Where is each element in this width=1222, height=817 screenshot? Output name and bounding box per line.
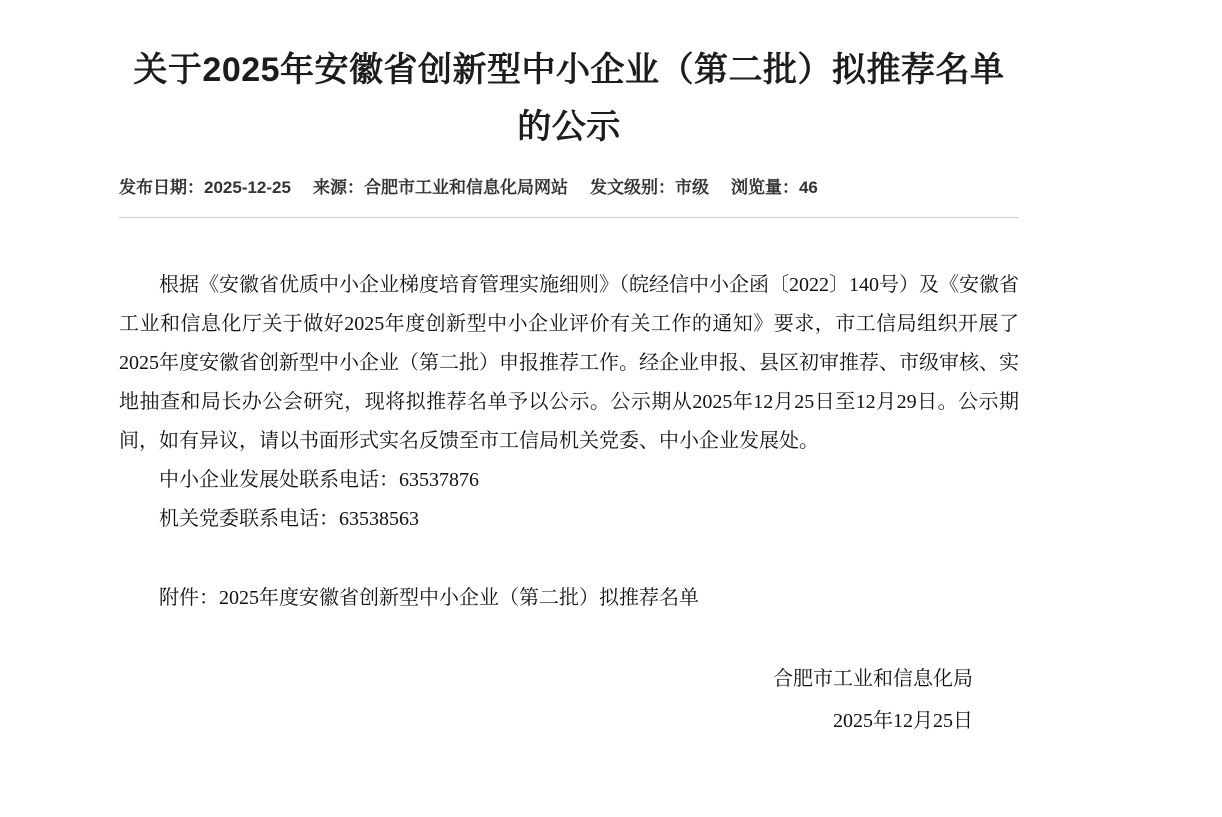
page-title: 关于2025年安徽省创新型中小企业（第二批）拟推荐名单的公示	[133, 51, 1005, 146]
signature-org: 合肥市工业和信息化局	[773, 668, 973, 690]
attachment-line: 附件：2025年度安徽省创新型中小企业（第二批）拟推荐名单	[159, 587, 699, 609]
meta-view-count	[731, 176, 818, 200]
meta-source	[313, 176, 568, 200]
meta-source-value: 合肥市工业和信息化局网站	[363, 178, 568, 197]
meta-view-count-label: 浏览量：	[730, 178, 799, 197]
meta-doc-level	[590, 176, 709, 200]
meta-view-count-value: 46	[798, 178, 818, 197]
meta-doc-level-label: 发文级别：	[589, 178, 675, 197]
signature-block	[119, 658, 1019, 742]
document-container	[119, 42, 1019, 742]
meta-doc-level-value: 市级	[674, 178, 709, 197]
meta-source-label: 来源：	[312, 178, 364, 197]
meta-bar	[119, 176, 1019, 218]
signature-date: 2025年12月25日	[833, 710, 973, 732]
meta-publish-date	[119, 176, 291, 200]
phone-line-party-committee: 机关党委联系电话：63538563	[159, 508, 419, 530]
meta-publish-date-value: 2025-12-25	[204, 178, 291, 197]
body-paragraph: 根据《安徽省优质中小企业梯度培育管理实施细则》（皖经信中小企函〔2022〕140号）及《安徽省工业和信息化厅关于做好2025年度创新型中小企业评价有关工作的通知》要求，市工信局组织开展了2025年度安徽省创新型中小企业（第二批）申报推荐工作。经企业申报、县区初审推荐、市级审核、实地抽查和局长办公会研究，现将拟推荐名单予以公示。公示期从2025年12月25日至12月29日。公示期间，如有异议，请以书面形式实名反馈至市工信局机关党委、中小企业发展处。	[119, 274, 1019, 452]
meta-publish-date-label: 发布日期：	[119, 178, 204, 197]
article-body	[119, 266, 1019, 742]
phone-line-sme-division: 中小企业发展处联系电话：63537876	[159, 469, 479, 491]
